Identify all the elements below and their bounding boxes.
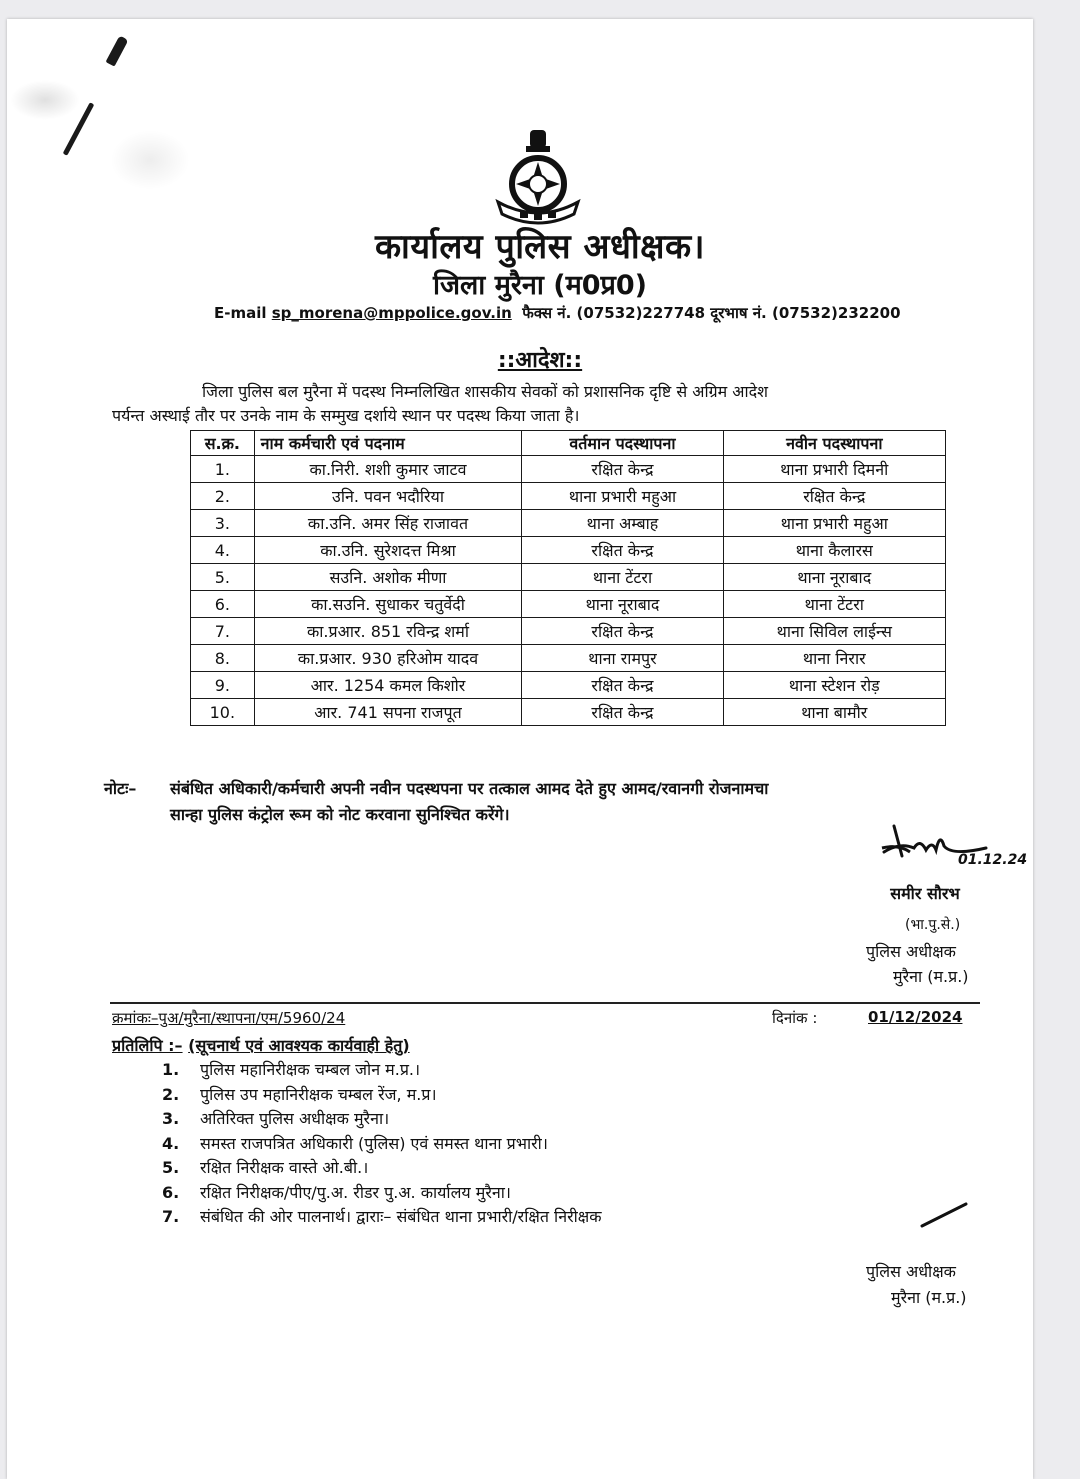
copy-to-prefix: प्रतिलिपि :– bbox=[112, 1036, 183, 1055]
cell-new: थाना निरार bbox=[723, 645, 945, 672]
cell-name: का.निरी. शशी कुमार जाटव bbox=[254, 456, 522, 483]
table-row bbox=[191, 483, 946, 510]
cell-current: रक्षित केन्द्र bbox=[522, 672, 723, 699]
cell-sno: 1. bbox=[191, 456, 255, 483]
phone-label: दूरभाष नं. bbox=[710, 304, 767, 322]
col-serial: स.क्र. bbox=[191, 431, 255, 456]
col-name: नाम कर्मचारी एवं पदनाम bbox=[254, 431, 522, 456]
order-heading: ::आदेश:: bbox=[497, 348, 583, 373]
col-new-posting: नवीन पदस्थापना bbox=[723, 431, 945, 456]
cell-new: थाना प्रभारी दिमनी bbox=[723, 456, 945, 483]
reference-number: क्रमांकः–पुअ/मुरैना/स्थापना/एम/5960/24 bbox=[112, 1009, 346, 1027]
signature-date: 01.12.24 bbox=[958, 852, 1028, 868]
cell-new: थाना प्रभारी महुआ bbox=[723, 510, 945, 537]
posting-table bbox=[190, 430, 946, 726]
table-header-row bbox=[191, 431, 946, 456]
footer-designation: पुलिस अधीक्षक bbox=[866, 1262, 956, 1281]
table-row bbox=[191, 591, 946, 618]
divider bbox=[110, 1002, 980, 1004]
cell-new: थाना कैलारस bbox=[723, 537, 945, 564]
list-item: 5. रक्षित निरीक्षक वास्ते ओ.बी.। bbox=[162, 1158, 369, 1177]
footer-place: मुरैना (म.प्र.) bbox=[891, 1288, 967, 1307]
note-line1: संबंधित अधिकारी/कर्मचारी अपनी नवीन पदस्थपना पर तत्काल आमद देते हुए आमद/रवानगी रोजनामचा bbox=[170, 779, 769, 798]
list-item: 1. पुलिस महानिरीक्षक चम्बल जोन म.प्र.। bbox=[162, 1060, 421, 1079]
signatory-service: (भा.पु.से.) bbox=[905, 917, 961, 933]
cell-current: थाना रामपुर bbox=[522, 645, 723, 672]
date-label: दिनांक : bbox=[772, 1009, 818, 1027]
cell-name: का.उनि. अमर सिंह राजावत bbox=[254, 510, 522, 537]
table-row bbox=[191, 618, 946, 645]
initial-mark-icon bbox=[920, 1200, 970, 1230]
cell-sno: 3. bbox=[191, 510, 255, 537]
email-link[interactable]: sp_morena@mppolice.gov.in bbox=[271, 304, 512, 322]
cell-sno: 8. bbox=[191, 645, 255, 672]
cell-new: थाना स्टेशन रोड़ bbox=[723, 672, 945, 699]
cell-name: आर. 741 सपना राजपूत bbox=[254, 699, 522, 726]
cell-current: रक्षित केन्द्र bbox=[522, 537, 723, 564]
cell-sno: 4. bbox=[191, 537, 255, 564]
cell-name: का.प्रआर. 851 रविन्द्र शर्मा bbox=[254, 618, 522, 645]
note-label: नोटः– bbox=[104, 779, 137, 798]
list-item: 3. अतिरिक्त पुलिस अधीक्षक मुरैना। bbox=[162, 1109, 390, 1128]
cell-name: का.उनि. सुरेशदत्त मिश्रा bbox=[254, 537, 522, 564]
cell-sno: 10. bbox=[191, 699, 255, 726]
table-row bbox=[191, 672, 946, 699]
cell-name: आर. 1254 कमल किशोर bbox=[254, 672, 522, 699]
table-row bbox=[191, 699, 946, 726]
cell-current: रक्षित केन्द्र bbox=[522, 699, 723, 726]
cell-name: उनि. पवन भदौरिया bbox=[254, 483, 522, 510]
order-paragraph bbox=[112, 380, 988, 428]
order-paragraph-line2: पर्यन्त अस्थाई तौर पर उनके नाम के सम्मुख दर्शाये स्थान पर पदस्थ किया जाता है। bbox=[112, 406, 580, 425]
cell-new: थाना टेंटरा bbox=[723, 591, 945, 618]
phone-number: (07532)232200 bbox=[771, 304, 901, 322]
cell-current: थाना प्रभारी महुआ bbox=[522, 483, 723, 510]
table-row bbox=[191, 456, 946, 483]
cell-new: थाना बामौर bbox=[723, 699, 945, 726]
fax-number: (07532)227748 bbox=[576, 304, 706, 322]
note-block bbox=[104, 776, 994, 828]
cell-current: थाना अम्बाह bbox=[522, 510, 723, 537]
cell-current: रक्षित केन्द्र bbox=[522, 618, 723, 645]
cell-sno: 9. bbox=[191, 672, 255, 699]
cell-new: थाना नूराबाद bbox=[723, 564, 945, 591]
table-row bbox=[191, 537, 946, 564]
list-item: 4. समस्त राजपत्रित अधिकारी (पुलिस) एवं समस्त थाना प्रभारी। bbox=[162, 1133, 548, 1153]
cell-new: थाना सिविल लाईन्स bbox=[723, 618, 945, 645]
cell-sno: 7. bbox=[191, 618, 255, 645]
cell-current: थाना टेंटरा bbox=[522, 564, 723, 591]
signatory-name: समीर सौरभ bbox=[890, 884, 960, 903]
cell-new: रक्षित केन्द्र bbox=[723, 483, 945, 510]
office-title: कार्यालय पुलिस अधीक्षक। bbox=[374, 227, 706, 267]
signatory-designation: पुलिस अधीक्षक bbox=[866, 942, 956, 961]
cell-sno: 2. bbox=[191, 483, 255, 510]
table-row bbox=[191, 564, 946, 591]
list-item: 6. रक्षित निरीक्षक/पीए/पु.अ. रीडर पु.अ. कार्यालय मुरैना। bbox=[162, 1182, 511, 1202]
cell-name: का.सउनि. सुधाकर चतुर्वेदी bbox=[254, 591, 522, 618]
fax-label: फैक्स नं. bbox=[522, 304, 572, 322]
list-item: 7. संबंधित की ओर पालनार्थ। द्वाराः– संबंधित थाना प्रभारी/रक्षित निरीक्षक bbox=[162, 1207, 602, 1226]
district-title: जिला मुरैना (म0प्र0) bbox=[432, 270, 648, 301]
copy-to-list bbox=[162, 1058, 602, 1230]
cell-name: सउनि. अशोक मीणा bbox=[254, 564, 522, 591]
copy-to-heading bbox=[112, 1034, 410, 1056]
order-paragraph-line1: जिला पुलिस बल मुरैना में पदस्थ निम्नलिखित शासकीय सेवकों को प्रशासनिक दृष्टि से अग्रिम आदेश bbox=[202, 382, 769, 401]
date-value: 01/12/2024 bbox=[868, 1008, 963, 1026]
contact-line bbox=[214, 303, 901, 323]
note-line2: सान्हा पुलिस कंट्रोल रूम को नोट करवाना सुनिश्चित करेंगे। bbox=[170, 805, 510, 824]
cell-sno: 6. bbox=[191, 591, 255, 618]
cell-current: थाना नूराबाद bbox=[522, 591, 723, 618]
col-current-posting: वर्तमान पदस्थापना bbox=[522, 431, 723, 456]
email-label: E-mail bbox=[214, 304, 267, 322]
smudge bbox=[110, 130, 190, 190]
table-row bbox=[191, 510, 946, 537]
copy-to-purpose: (सूचनार्थ एवं आवश्यक कार्यवाही हेतु) bbox=[188, 1036, 410, 1055]
table-row bbox=[191, 645, 946, 672]
signatory-place: मुरैना (म.प्र.) bbox=[893, 967, 969, 986]
cell-name: का.प्रआर. 930 हरिओम यादव bbox=[254, 645, 522, 672]
smudge bbox=[10, 80, 80, 120]
list-item: 2. पुलिस उप महानिरीक्षक चम्बल रेंज, म.प्र। bbox=[162, 1084, 437, 1104]
mp-police-emblem-icon bbox=[490, 128, 586, 228]
cell-sno: 5. bbox=[191, 564, 255, 591]
cell-current: रक्षित केन्द्र bbox=[522, 456, 723, 483]
